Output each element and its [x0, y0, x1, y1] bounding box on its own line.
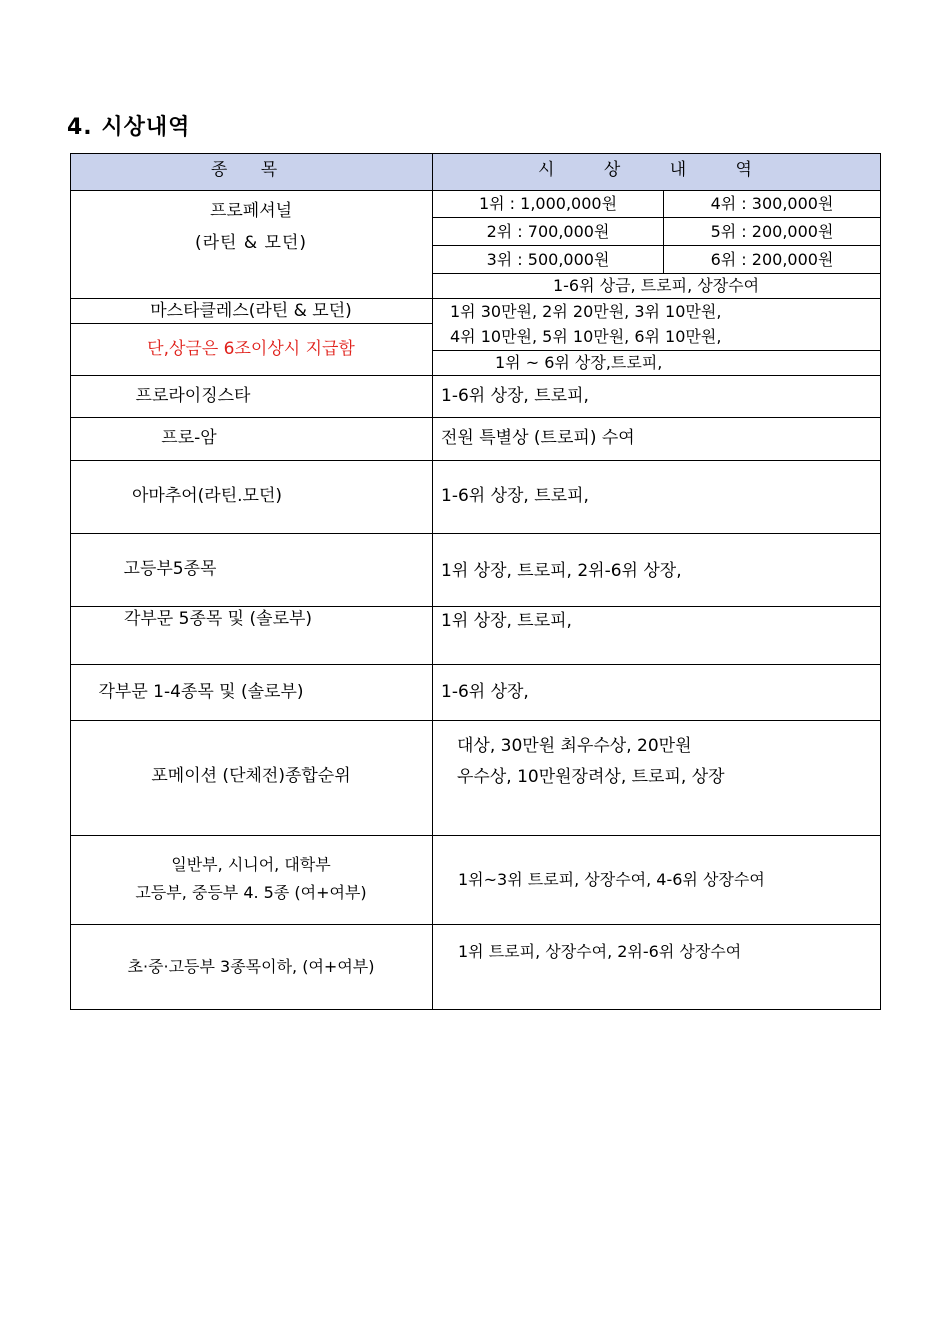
category-name: 각부문 5종목 및 (솔로부) — [123, 609, 313, 629]
formation-award-line: 대상, 30만원 최우수상, 20만원 — [457, 736, 692, 756]
header-category: 종 목 — [210, 160, 292, 180]
awards-table — [70, 153, 881, 1010]
prize-column-divider — [663, 190, 664, 273]
row-divider — [70, 924, 881, 925]
category-name: 아마추어(라틴.모던) — [131, 486, 283, 506]
award-text: 전원 특별상 (트로피) 수여 — [441, 428, 635, 448]
general-award: 1위~3위 트로피, 상장수여, 4-6위 상장수여 — [458, 870, 765, 889]
professional-subname: (라틴 & 모던) — [194, 233, 308, 253]
row-divider — [70, 460, 881, 461]
masterclass-award-line: 4위 10만원, 5위 10만원, 6위 10만원, — [450, 327, 722, 346]
junior-name: 초·중·고등부 3종목이하, (여+여부) — [127, 957, 375, 976]
row-divider — [70, 375, 881, 376]
category-name: 각부문 1-4종목 및 (솔로부) — [98, 682, 304, 702]
general-name: 일반부, 시니어, 대학부 — [171, 855, 331, 874]
masterclass-award-line: 1위 30만원, 2위 20만원, 3위 10만원, — [450, 302, 722, 321]
formation-award-line: 우수상, 10만원장려상, 트로피, 상장 — [457, 767, 725, 787]
masterclass-name: 마스타클레스(라틴 & 모던) — [150, 301, 352, 321]
row-divider — [70, 606, 881, 607]
general-subname: 고등부, 중등부 4. 5종 (여+여부) — [135, 883, 367, 902]
award-text: 1위 상장, 트로피, 2위-6위 상장, — [441, 561, 682, 581]
row-divider — [70, 533, 881, 534]
row-divider — [70, 323, 432, 324]
category-name: 프로라이징스타 — [135, 386, 251, 406]
section-title: 4. 시상내역 — [67, 115, 191, 140]
junior-award: 1위 트로피, 상장수여, 2위-6위 상장수여 — [458, 942, 742, 961]
masterclass-condition: 단,상금은 6조이상시 지급함 — [147, 339, 355, 359]
formation-name: 포메이션 (단체전)종합순위 — [151, 766, 351, 786]
professional-name: 프로페셔널 — [209, 201, 293, 221]
category-name: 프로-암 — [161, 428, 217, 448]
prize-cell: 2위 : 700,000원 — [486, 222, 610, 241]
award-text: 1-6위 상장, — [441, 682, 529, 702]
prize-cell: 3위 : 500,000원 — [486, 250, 610, 269]
award-text: 1-6위 상장, 트로피, — [441, 386, 589, 406]
header-awards: 시 상 내 역 — [538, 160, 774, 180]
row-divider — [70, 190, 881, 191]
professional-note: 1-6위 상금, 트로피, 상장수여 — [552, 276, 760, 295]
column-divider — [432, 153, 433, 1010]
masterclass-award-line: 1위 ~ 6위 상장,트로피, — [495, 353, 663, 372]
prize-cell: 5위 : 200,000원 — [710, 222, 834, 241]
row-divider — [70, 664, 881, 665]
prize-cell: 6위 : 200,000원 — [710, 250, 834, 269]
category-name: 고등부5종목 — [123, 559, 217, 579]
prize-cell: 4위 : 300,000원 — [710, 194, 834, 213]
row-divider — [70, 417, 881, 418]
prize-cell: 1위 : 1,000,000원 — [478, 194, 618, 213]
row-divider — [432, 245, 881, 246]
row-divider — [432, 273, 881, 274]
row-divider — [70, 835, 881, 836]
row-divider — [432, 350, 881, 351]
row-divider — [70, 298, 881, 299]
row-divider — [70, 720, 881, 721]
award-text: 1-6위 상장, 트로피, — [441, 486, 589, 506]
award-text: 1위 상장, 트로피, — [441, 611, 572, 631]
row-divider — [432, 217, 881, 218]
